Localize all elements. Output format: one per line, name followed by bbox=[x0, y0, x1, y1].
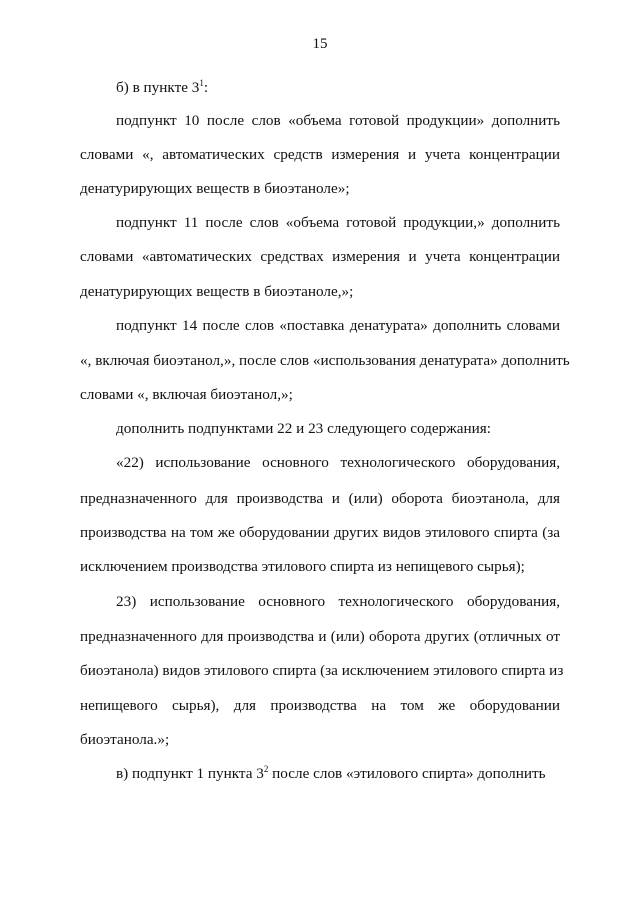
text-line: денатурирующих веществ в биоэтаноле,»; bbox=[80, 283, 354, 300]
page-number: 15 bbox=[312, 36, 328, 52]
text-line: «, включая биоэтанол,», после слов «использования денатурата» дополнить bbox=[80, 352, 570, 369]
text-line: словами «, включая биоэтанол,»; bbox=[80, 386, 293, 403]
text-line: дополнить подпунктами 22 и 23 следующего содержания: bbox=[116, 420, 491, 437]
line-text: б) в пункте 3 bbox=[116, 79, 200, 96]
text-line: производства на том же оборудовании других видов этилового спирта (за bbox=[80, 524, 560, 541]
text-line: подпункт 10 после слов «объема готовой продукции» дополнить bbox=[116, 112, 560, 129]
superscript: 2 bbox=[263, 763, 269, 774]
text-line: биоэтанола) видов этилового спирта (за исключением этилового спирта из bbox=[80, 662, 564, 679]
text-line: предназначенного для производства и (или) оборота других (отличных от bbox=[80, 628, 560, 645]
text-line: подпункт 14 после слов «поставка денатурата» дополнить словами bbox=[116, 317, 560, 334]
line-subitem-v bbox=[116, 765, 560, 783]
line-text: в) подпункт 1 пункта 3 bbox=[116, 765, 264, 782]
line-text: : bbox=[203, 79, 209, 96]
text-line: биоэтанола.»; bbox=[80, 731, 170, 748]
text-line: предназначенного для производства и (или) оборота биоэтанола, для bbox=[80, 490, 560, 507]
text-line: 23) использование основного технологического оборудования, bbox=[116, 593, 560, 610]
text-line: подпункт 11 после слов «объема готовой продукции,» дополнить bbox=[116, 214, 560, 231]
superscript: 1 bbox=[199, 77, 204, 88]
text-line: словами «автоматических средствах измерения и учета концентрации bbox=[80, 248, 560, 265]
line-subitem-b bbox=[116, 79, 560, 97]
text-line: исключением производства этилового спирта из непищевого сырья); bbox=[80, 558, 525, 575]
text-line: непищевого сырья), для производства на том же оборудовании bbox=[80, 697, 560, 714]
text-line: словами «, автоматических средств измерения и учета концентрации bbox=[80, 146, 560, 163]
text-line: «22) использование основного технологического оборудования, bbox=[116, 454, 560, 471]
text-line: денатурирующих веществ в биоэтаноле»; bbox=[80, 180, 350, 197]
line-text: после слов «этилового спирта» дополнить bbox=[268, 765, 546, 782]
